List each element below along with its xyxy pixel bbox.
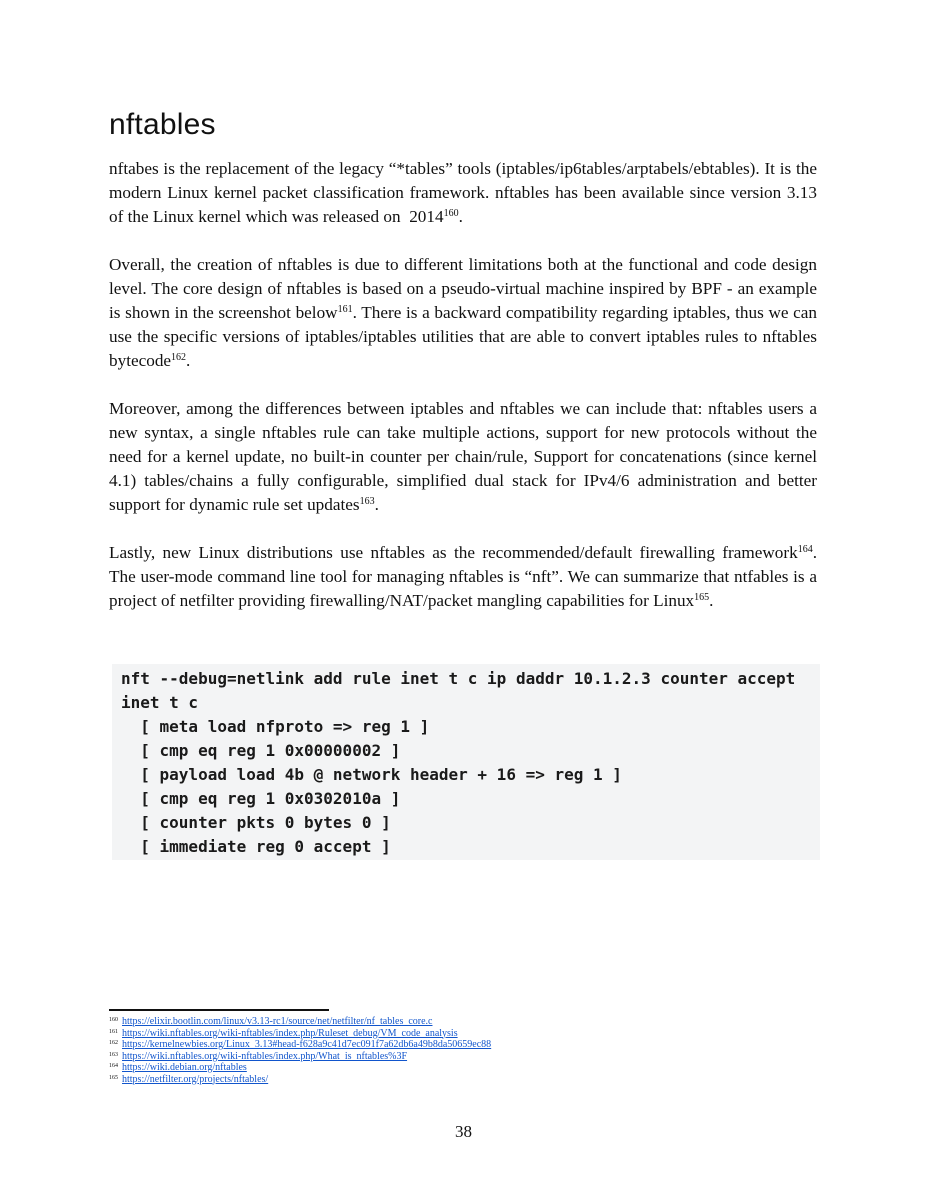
footnote-link[interactable]: https://wiki.nftables.org/wiki-nftables/index.php/What_is_nftables%3F (122, 1050, 408, 1062)
paragraph-differences: Moreover, among the differences between iptables and nftables we can include that: nftables users a new syntax, a single nftables rule can take multiple actions, support for new protocols without the need for a kernel update, no built-in counter per chain/rule, Support for concatenations (since kernel 4.1) tables/chains a fully configurable, simplified dual stack for IPv4/6 administration and better support for dynamic rule set updates$^{163}$. (109, 399, 817, 514)
footnote-ref-160[interactable]: 160 (443, 208, 459, 219)
footnote-link[interactable]: https://wiki.debian.org/nftables (122, 1062, 247, 1073)
code-line: [ cmp eq reg 1 0x00000002 ] (121, 741, 401, 760)
footnote-item (109, 1016, 629, 1028)
code-line: [ counter pkts 0 bytes 0 ] (121, 813, 391, 832)
paragraph-design: Overall, the creation of nftables is due to different limitations both at the functional and code design level. The core design of nftables is based on a pseudo-virtual machine inspired by BPF - an example is shown in the screenshot below$^{161}$. There is a backward compatibility regarding iptables, thus we can use the specific versions of iptables/iptables utilities that are able to convert iptables rules to nftables bytecode$^{162}$. (109, 255, 818, 370)
page-number: 38 (455, 1122, 472, 1141)
page-title: nftables (109, 108, 216, 141)
footnote-link[interactable]: https://netfilter.org/projects/nftables/ (122, 1073, 269, 1085)
footnote-number: 165 (109, 1074, 118, 1081)
footnote-ref-164[interactable]: 164 (797, 544, 813, 555)
footnote-link[interactable]: https://elixir.bootlin.com/linux/v3.13-rc1/source/net/netfilter/nf_tables_core.c (122, 1016, 433, 1027)
code-line: [ immediate reg 0 accept ] (121, 837, 391, 856)
footnote-link[interactable]: https://wiki.nftables.org/wiki-nftables/index.php/Ruleset_debug/VM_code_analysis (122, 1027, 458, 1039)
footnote-ref-165[interactable]: 165 (694, 592, 710, 603)
code-line: [ cmp eq reg 1 0x0302010a ] (121, 789, 401, 808)
footnote-number: 160 (109, 1017, 118, 1023)
code-line: inet t c (121, 693, 199, 712)
footnote-item (109, 1051, 629, 1063)
footnote-number: 162 (109, 1040, 118, 1046)
code-line: [ payload load 4b @ network header + 16 => reg 1 ] (121, 765, 622, 784)
code-line: [ meta load nfproto => reg 1 ] (121, 717, 430, 736)
footnote-number: 163 (109, 1051, 118, 1058)
footnote-number: 164 (109, 1063, 118, 1069)
footnote-ref-163[interactable]: 163 (359, 496, 375, 507)
footnote-link[interactable]: https://kernelnewbies.org/Linux_3.13#head-f628a9c41d7ec091f7a62db6a49b8da50659ec88 (122, 1039, 492, 1050)
footnote-separator (109, 1009, 329, 1011)
footnote-ref-161[interactable]: 161 (337, 304, 353, 315)
code-line: nft --debug=netlink add rule inet t c ip daddr 10.1.2.3 counter accept (121, 669, 796, 688)
footnote-item (109, 1039, 629, 1051)
paragraph-conclusion: Lastly, new Linux distributions use nftables as the recommended/default firewalling framework$^{164}$. The user-mode command line tool for managing nftables is “nft”. We can summarize that ntfables is a project of netfilter providing firewalling/NAT/packet mangling capabilities for Linux$^{165}$. (109, 543, 817, 610)
footnote-item (109, 1074, 629, 1086)
code-screenshot (112, 664, 820, 860)
footnote-item (109, 1028, 629, 1040)
footnote-ref-162[interactable]: 162 (171, 352, 187, 363)
paragraph-intro: nftabes is the replacement of the legacy “*tables” tools (iptables/ip6tables/arptabels/ebtables). It is the modern Linux kernel packet classification framework. nftables has been available since version 3.13 of the Linux kernel which was released on 2014$^{160}$. (109, 159, 817, 226)
footnotes (109, 1016, 629, 1085)
footnote-item (109, 1062, 629, 1074)
footnote-number: 161 (109, 1028, 118, 1035)
